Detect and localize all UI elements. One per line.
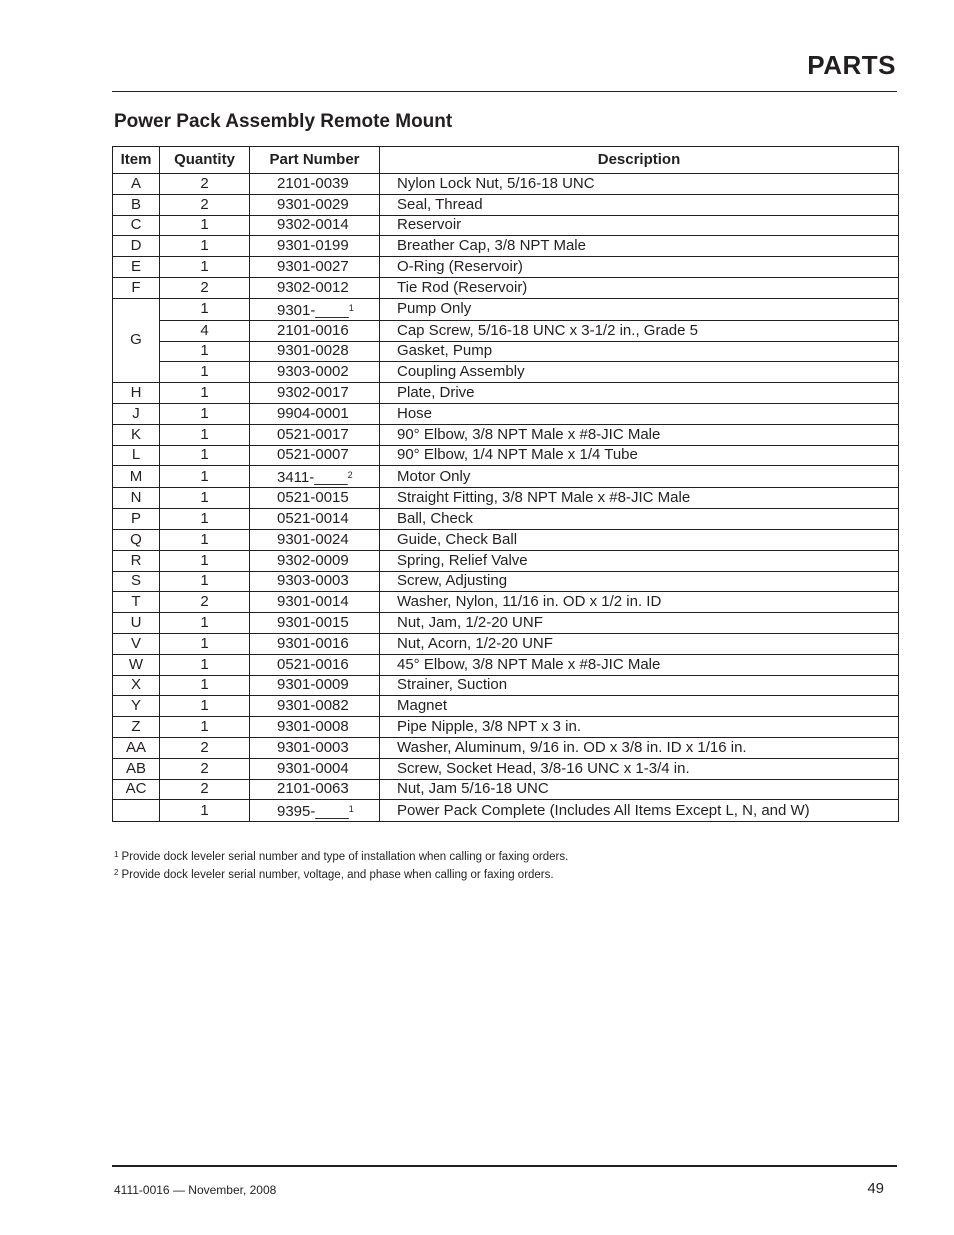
cell-quantity: 1 (160, 654, 250, 675)
table-row (113, 257, 899, 278)
cell-quantity: 1 (160, 488, 250, 509)
table-row (113, 696, 899, 717)
cell-quantity: 2 (160, 592, 250, 613)
cell-quantity: 1 (160, 403, 250, 424)
cell-description: Nylon Lock Nut, 5/16-18 UNC (380, 174, 899, 195)
cell-item: L (113, 445, 160, 466)
footnote-text: Provide dock leveler serial number, voltage, and phase when calling or faxing orders. (121, 869, 554, 881)
cell-part-number (250, 696, 380, 717)
cell-item: C (113, 215, 160, 236)
table-row (113, 298, 899, 320)
part-number-text: 2101-0039 (277, 174, 349, 192)
part-number-text: 9301-0008 (277, 718, 349, 736)
header-divider (112, 91, 897, 92)
cell-quantity: 4 (160, 320, 250, 341)
cell-quantity: 2 (160, 758, 250, 779)
cell-item: E (113, 257, 160, 278)
table-row (113, 737, 899, 758)
cell-part-number (250, 675, 380, 696)
cell-description: Nut, Acorn, 1/2-20 UNF (380, 633, 899, 654)
table-row (113, 362, 899, 383)
part-number-text: 2101-0016 (277, 321, 349, 339)
cell-description: Motor Only (380, 466, 899, 488)
cell-description: Plate, Drive (380, 383, 899, 404)
cell-description: Guide, Check Ball (380, 529, 899, 550)
cell-part-number (250, 571, 380, 592)
cell-quantity: 2 (160, 174, 250, 195)
cell-description: Tie Rod (Reservoir) (380, 277, 899, 298)
cell-description: Washer, Nylon, 11/16 in. OD x 1/2 in. ID (380, 592, 899, 613)
cell-description: 90° Elbow, 1/4 NPT Male x 1/4 Tube (380, 445, 899, 466)
footnote-mark: 2 (114, 868, 119, 877)
table-row (113, 277, 899, 298)
parts-table (112, 146, 899, 822)
cell-part-number (250, 654, 380, 675)
part-number-text: 9301-0027 (277, 258, 349, 276)
cell-part-number (250, 800, 380, 822)
cell-item: W (113, 654, 160, 675)
cell-description: Breather Cap, 3/8 NPT Male (380, 236, 899, 257)
cell-item: AA (113, 737, 160, 758)
footer-doc-info: 4111-0016 — November, 2008 (114, 1183, 277, 1197)
cell-description: Cap Screw, 5/16-18 UNC x 3-1/2 in., Grade 5 (380, 320, 899, 341)
cell-description: Straight Fitting, 3/8 NPT Male x #8-JIC Male (380, 488, 899, 509)
cell-item: K (113, 424, 160, 445)
cell-quantity: 1 (160, 341, 250, 362)
cell-item: F (113, 277, 160, 298)
cell-item: H (113, 383, 160, 404)
cell-description: Pipe Nipple, 3/8 NPT x 3 in. (380, 717, 899, 738)
cell-description: Nut, Jam, 1/2-20 UNF (380, 613, 899, 634)
cell-item: M (113, 466, 160, 488)
part-number-text: 9302-0009 (277, 551, 349, 569)
part-number-text: 9301-0004 (277, 759, 349, 777)
cell-description: Ball, Check (380, 509, 899, 530)
cell-part-number (250, 445, 380, 466)
footnote (114, 847, 568, 865)
cell-description: Nut, Jam 5/16-18 UNC (380, 779, 899, 800)
column-header-item: Item (113, 147, 160, 174)
cell-item: T (113, 592, 160, 613)
cell-description: Hose (380, 403, 899, 424)
cell-item: AB (113, 758, 160, 779)
part-number-text: 9301-0016 (277, 634, 349, 652)
cell-part-number (250, 424, 380, 445)
cell-part-number (250, 509, 380, 530)
part-number-text: 9303-0002 (277, 363, 349, 381)
part-number-text: 0521-0016 (277, 655, 349, 673)
table-row (113, 779, 899, 800)
footnote-reference: 1 (348, 804, 354, 815)
part-number-text: 9301-0015 (277, 614, 349, 632)
cell-description: Reservoir (380, 215, 899, 236)
cell-quantity: 1 (160, 696, 250, 717)
cell-item: N (113, 488, 160, 509)
cell-part-number (250, 592, 380, 613)
part-number-text: 9301-0009 (277, 676, 349, 694)
cell-description: Screw, Socket Head, 3/8-16 UNC x 1-3/4 in. (380, 758, 899, 779)
cell-part-number (250, 236, 380, 257)
table-row (113, 466, 899, 488)
part-number-text: 9303-0003 (277, 572, 349, 590)
cell-description: Power Pack Complete (Includes All Items Except L, N, and W) (380, 800, 899, 822)
cell-part-number (250, 758, 380, 779)
table-header-row (113, 147, 899, 174)
cell-item: A (113, 174, 160, 195)
cell-description: Washer, Aluminum, 9/16 in. OD x 3/8 in. ID x 1/16 in. (380, 737, 899, 758)
table-row (113, 571, 899, 592)
part-number-text: 9301-0028 (277, 342, 349, 360)
cell-item: U (113, 613, 160, 634)
cell-part-number (250, 488, 380, 509)
part-number-text: 9301-0014 (277, 593, 349, 611)
cell-part-number (250, 383, 380, 404)
cell-item: Y (113, 696, 160, 717)
page-title: PARTS (807, 50, 896, 80)
cell-item: D (113, 236, 160, 257)
cell-item: S (113, 571, 160, 592)
cell-quantity: 2 (160, 779, 250, 800)
cell-quantity: 1 (160, 613, 250, 634)
cell-part-number (250, 529, 380, 550)
cell-quantity: 1 (160, 550, 250, 571)
cell-description: Spring, Relief Valve (380, 550, 899, 571)
cell-part-number (250, 298, 380, 320)
cell-part-number (250, 174, 380, 195)
cell-item: B (113, 194, 160, 215)
cell-quantity: 1 (160, 529, 250, 550)
cell-item (113, 800, 160, 822)
table-row (113, 613, 899, 634)
part-number-text: 9301-____ (277, 301, 349, 319)
cell-quantity: 1 (160, 717, 250, 738)
cell-description: Seal, Thread (380, 194, 899, 215)
part-number-text: 9904-0001 (277, 404, 349, 422)
cell-part-number (250, 613, 380, 634)
column-header-quantity: Quantity (160, 147, 250, 174)
table-row (113, 403, 899, 424)
cell-part-number (250, 277, 380, 298)
part-number-text: 0521-0014 (277, 510, 349, 528)
cell-quantity: 1 (160, 298, 250, 320)
cell-quantity: 1 (160, 800, 250, 822)
section-title: Power Pack Assembly Remote Mount (114, 111, 453, 132)
table-row (113, 341, 899, 362)
table-row (113, 194, 899, 215)
cell-part-number (250, 737, 380, 758)
footer-divider (112, 1165, 897, 1167)
cell-quantity: 1 (160, 362, 250, 383)
part-number-text: 9395-____ (277, 803, 349, 821)
part-number-text: 0521-0007 (277, 446, 349, 464)
table-row (113, 509, 899, 530)
footnotes (114, 847, 568, 883)
cell-quantity: 1 (160, 236, 250, 257)
cell-quantity: 2 (160, 737, 250, 758)
cell-description: Strainer, Suction (380, 675, 899, 696)
cell-part-number (250, 362, 380, 383)
cell-item: Z (113, 717, 160, 738)
cell-part-number (250, 320, 380, 341)
cell-part-number (250, 215, 380, 236)
table-row (113, 633, 899, 654)
table-row (113, 445, 899, 466)
cell-quantity: 1 (160, 633, 250, 654)
table-row (113, 675, 899, 696)
table-row (113, 550, 899, 571)
table-row (113, 383, 899, 404)
column-header-part-number: Part Number (250, 147, 380, 174)
cell-part-number (250, 550, 380, 571)
cell-item: G (113, 298, 160, 382)
cell-part-number (250, 341, 380, 362)
part-number-text: 9301-0082 (277, 697, 349, 715)
table-row (113, 215, 899, 236)
cell-quantity: 1 (160, 675, 250, 696)
cell-description: Pump Only (380, 298, 899, 320)
cell-quantity: 1 (160, 257, 250, 278)
cell-part-number (250, 717, 380, 738)
cell-description: 90° Elbow, 3/8 NPT Male x #8-JIC Male (380, 424, 899, 445)
cell-item: J (113, 403, 160, 424)
part-number-text: 2101-0063 (277, 780, 349, 798)
table-row (113, 424, 899, 445)
cell-item: X (113, 675, 160, 696)
footnote-mark: 1 (114, 850, 119, 859)
table-row (113, 320, 899, 341)
cell-description: 45° Elbow, 3/8 NPT Male x #8-JIC Male (380, 654, 899, 675)
table-row (113, 654, 899, 675)
cell-quantity: 1 (160, 509, 250, 530)
cell-quantity: 1 (160, 424, 250, 445)
part-number-text: 9302-0014 (277, 216, 349, 234)
cell-description: Coupling Assembly (380, 362, 899, 383)
table-row (113, 529, 899, 550)
part-number-text: 9302-0012 (277, 278, 349, 296)
cell-item: P (113, 509, 160, 530)
table-row (113, 488, 899, 509)
cell-item: R (113, 550, 160, 571)
cell-part-number (250, 403, 380, 424)
cell-item: Q (113, 529, 160, 550)
cell-quantity: 1 (160, 383, 250, 404)
cell-quantity: 2 (160, 277, 250, 298)
cell-description: Screw, Adjusting (380, 571, 899, 592)
part-number-text: 0521-0017 (277, 425, 349, 443)
cell-part-number (250, 257, 380, 278)
footnote-reference: 2 (347, 470, 353, 481)
part-number-text: 9301-0003 (277, 738, 349, 756)
footnote-reference: 1 (348, 302, 354, 313)
cell-quantity: 1 (160, 215, 250, 236)
cell-part-number (250, 194, 380, 215)
cell-quantity: 1 (160, 445, 250, 466)
cell-item: V (113, 633, 160, 654)
page-number: 49 (867, 1180, 884, 1197)
part-number-text: 0521-0015 (277, 489, 349, 507)
part-number-text: 9301-0029 (277, 195, 349, 213)
cell-part-number (250, 466, 380, 488)
parts-table-body (113, 174, 899, 822)
cell-part-number (250, 779, 380, 800)
footnote-text: Provide dock leveler serial number and type of installation when calling or faxing orders. (121, 851, 569, 863)
table-row (113, 758, 899, 779)
table-row (113, 800, 899, 822)
table-row (113, 174, 899, 195)
table-row (113, 717, 899, 738)
cell-quantity: 2 (160, 194, 250, 215)
cell-description: Magnet (380, 696, 899, 717)
part-number-text: 9301-0199 (277, 237, 349, 255)
cell-part-number (250, 633, 380, 654)
cell-quantity: 1 (160, 571, 250, 592)
cell-description: O-Ring (Reservoir) (380, 257, 899, 278)
part-number-text: 3411-____ (277, 469, 348, 487)
table-row (113, 592, 899, 613)
column-header-description: Description (380, 147, 899, 174)
cell-description: Gasket, Pump (380, 341, 899, 362)
footnote (114, 865, 568, 883)
cell-quantity: 1 (160, 466, 250, 488)
table-row (113, 236, 899, 257)
part-number-text: 9301-0024 (277, 530, 349, 548)
cell-item: AC (113, 779, 160, 800)
part-number-text: 9302-0017 (277, 384, 349, 402)
